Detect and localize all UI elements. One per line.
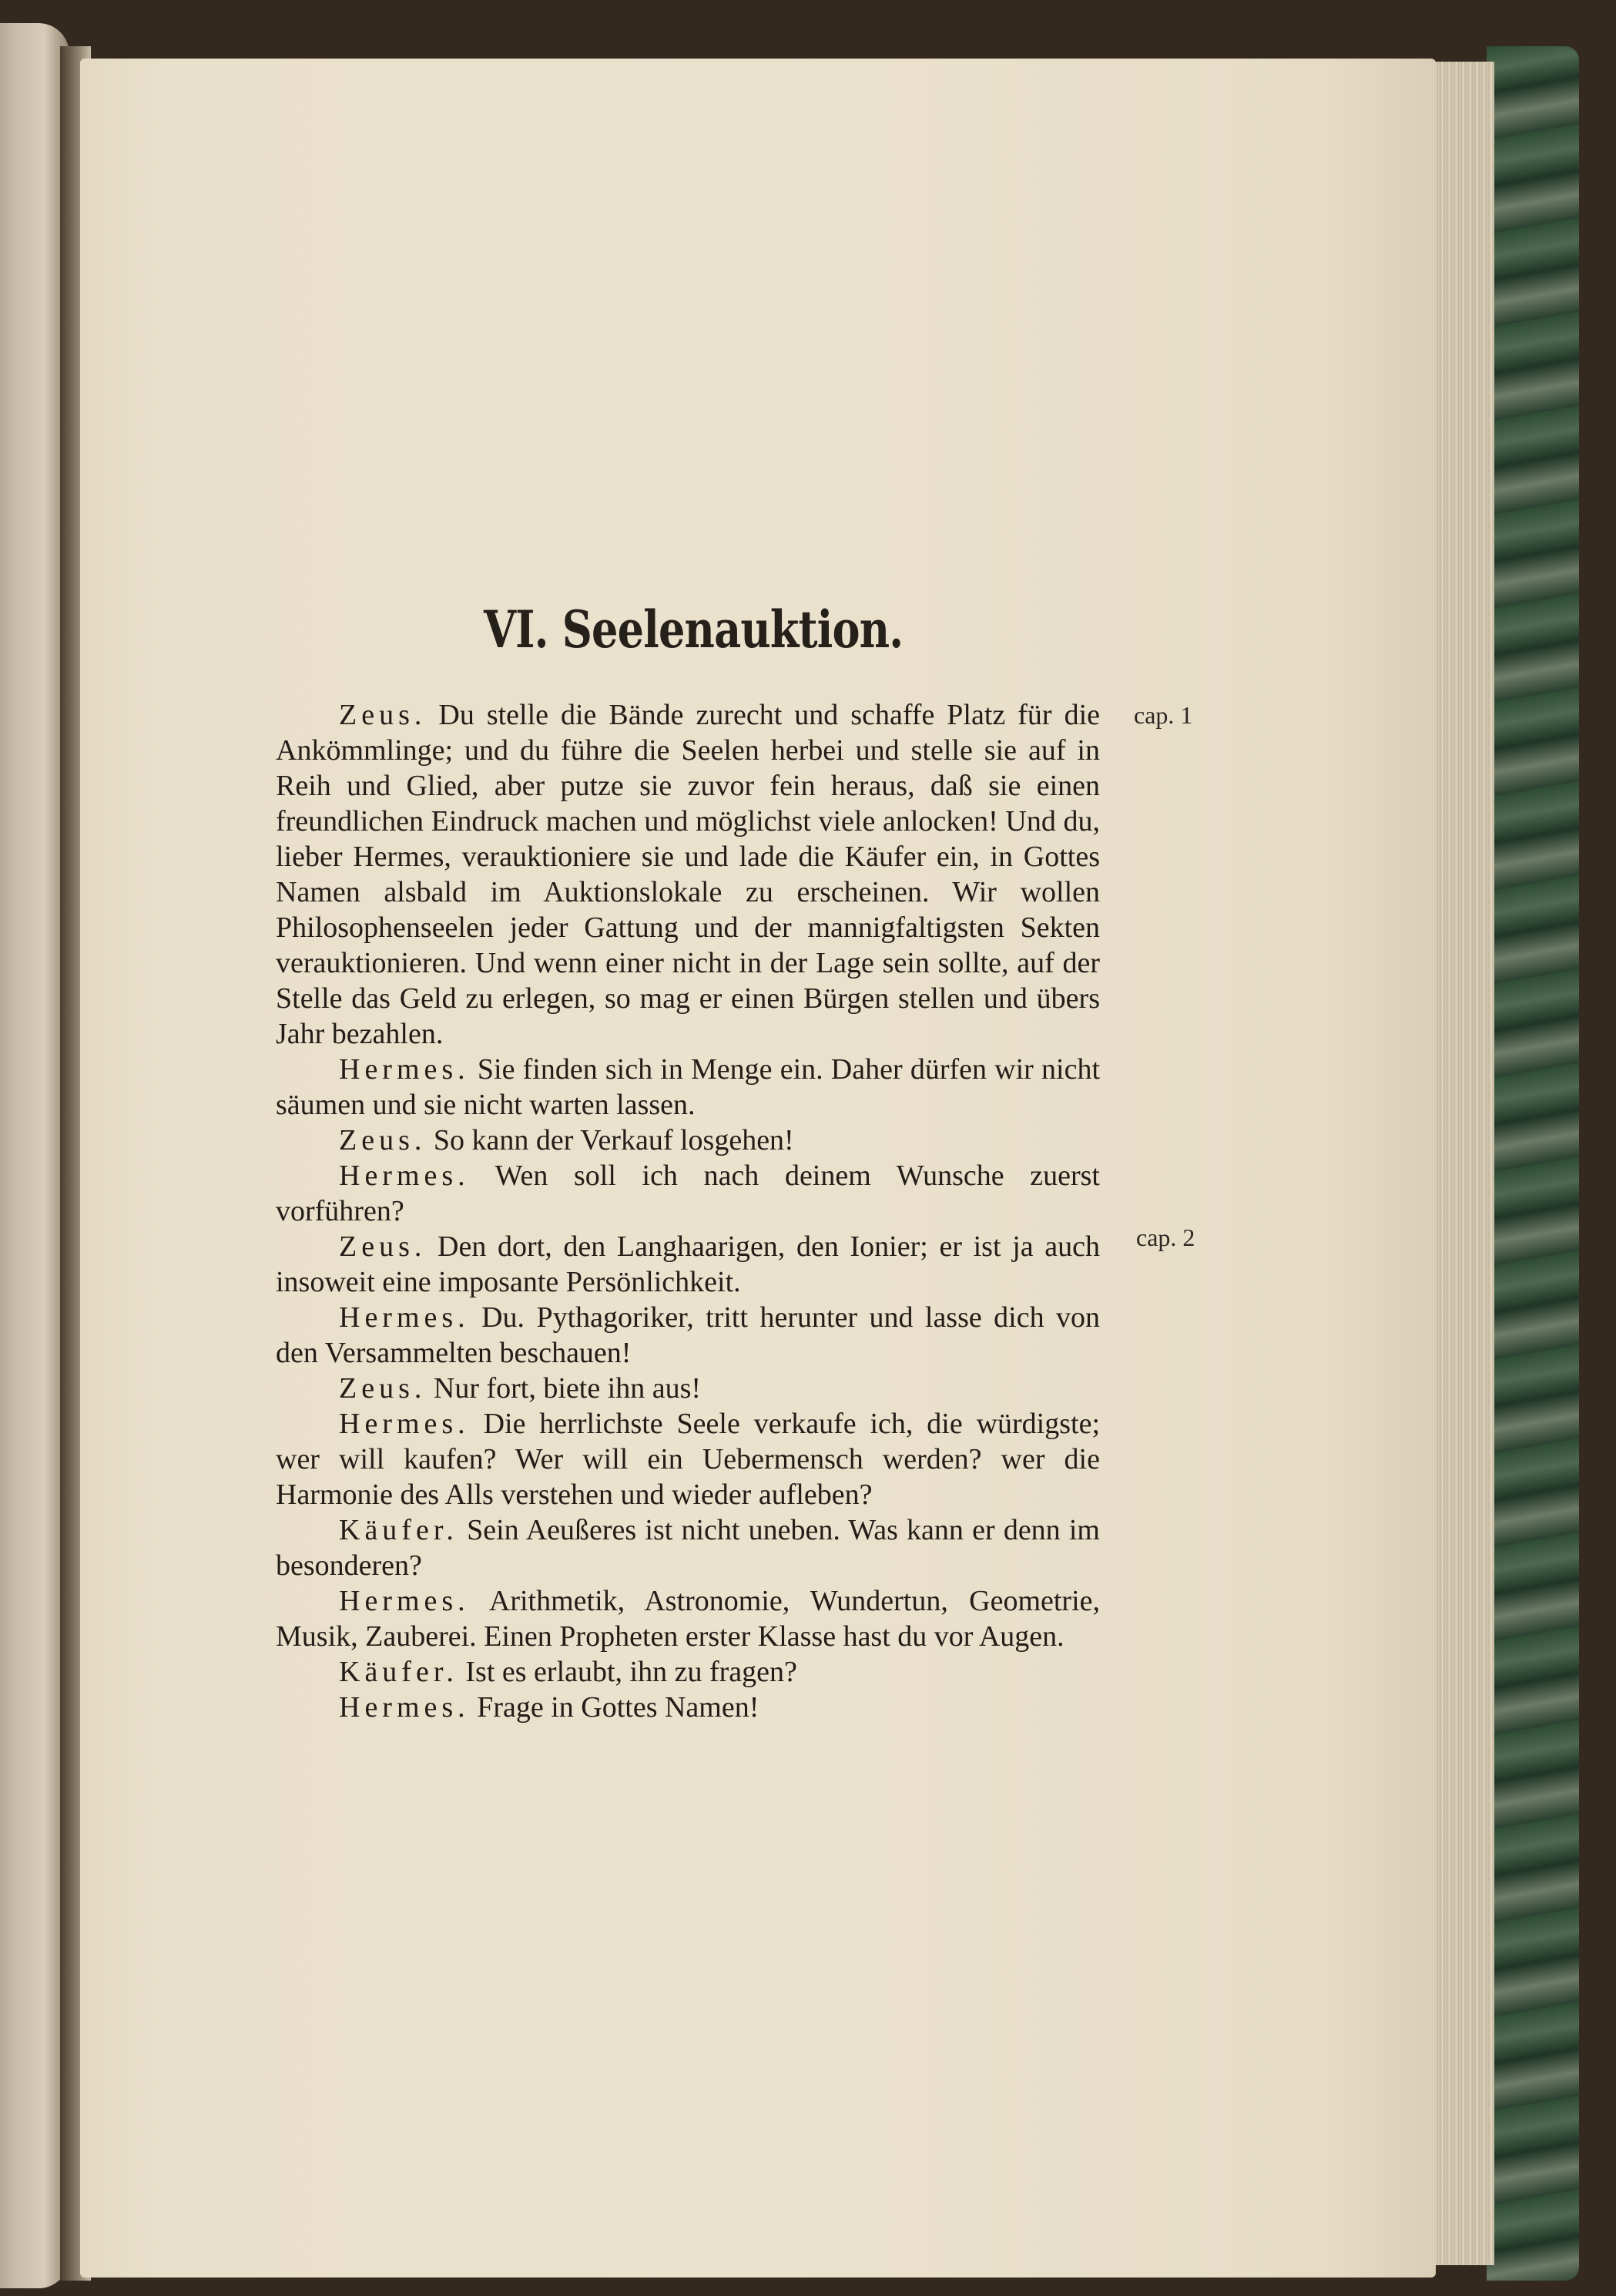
- speech: Sie finden sich in Menge ein. Daher dürfen wir nicht säumen und sie nicht warten lassen.: [276, 1053, 1100, 1121]
- speaker-name: Zeus.: [339, 699, 427, 731]
- dialogue-paragraph: [276, 1300, 1100, 1371]
- speaker-name: Hermes.: [339, 1408, 470, 1440]
- dialogue-paragraph: [276, 697, 1100, 1052]
- speaker-name: Käufer.: [339, 1656, 458, 1688]
- dialogue-paragraph: [276, 1371, 1100, 1406]
- left-page-edge: [0, 23, 69, 2288]
- speech: Den dort, den Langhaarigen, den Ionier; er ist ja auch insoweit eine imposante Persönlichkeit.: [276, 1230, 1101, 1298]
- dialogue-paragraph: [276, 1123, 1100, 1158]
- body-text: [276, 697, 1100, 1725]
- speech: Ist es erlaubt, ihn zu fragen?: [465, 1656, 797, 1688]
- speech: Arithmetik, Astronomie, Wundertun, Geometrie, Musik, Zauberei. Einen Propheten erster Klasse hast du vor Augen.: [276, 1585, 1101, 1653]
- dialogue-paragraph: [276, 1654, 1100, 1690]
- speaker-name: Hermes.: [339, 1691, 470, 1724]
- speech: Nur fort, biete ihn aus!: [433, 1372, 702, 1405]
- dialogue-paragraph: [276, 1158, 1100, 1229]
- speaker-name: Hermes.: [339, 1585, 470, 1617]
- speech: Frage in Gottes Namen!: [477, 1691, 759, 1724]
- speech: Sein Aeußeres ist nicht uneben. Was kann er denn im besonderen?: [276, 1514, 1100, 1582]
- dialogue-paragraph: [276, 1583, 1100, 1654]
- speech: Du stelle die Bände zurecht und schaffe Platz für die Ankömmlinge; und du führe die Seelen herbei und stelle sie auf in Reih und Glied, aber putze sie zuvor fein heraus, daß sie einen freundlichen Eindruck machen und möglichst viele anlocken! Und du, lieber Hermes, verauktioniere sie und lade die Käufer ein, in Gottes Namen alsbald im Auktionslokale zu erscheinen. Wir wollen Philosophenseelen jeder Gattung und der mannigfaltigsten Sekten verauktionieren. Und wenn einer nicht in der Lage sein sollte, auf der Stelle das Geld zu erlegen, so mag er einen Bürgen stellen und übers Jahr bezahlen.: [276, 699, 1101, 1050]
- speech: Die herrlichste Seele verkaufe ich, die würdigste; wer will kaufen? Wer will ein Uebermensch werden? wer die Harmonie des Alls verstehen und wieder aufleben?: [276, 1408, 1101, 1511]
- speaker-name: Hermes.: [339, 1160, 470, 1192]
- chapter-title: VI. Seelenauktion.: [484, 599, 904, 660]
- book-cover-edge: [1487, 46, 1579, 2281]
- dialogue-paragraph: [276, 1052, 1100, 1123]
- speaker-name: Zeus.: [339, 1372, 427, 1405]
- speaker-name: Hermes.: [339, 1301, 470, 1334]
- speech: Du. Pythagoriker, tritt herunter und lasse dich von den Versammelten beschauen!: [276, 1301, 1101, 1369]
- speaker-name: Hermes.: [339, 1053, 470, 1086]
- margin-note-cap-2: cap. 2: [1136, 1224, 1195, 1251]
- dialogue-paragraph: [276, 1512, 1100, 1583]
- speaker-name: Zeus.: [339, 1124, 427, 1156]
- dialogue-paragraph: [276, 1690, 1100, 1725]
- dialogue-paragraph: [276, 1229, 1100, 1300]
- speech: Wen soll ich nach deinem Wunsche zuerst vorführen?: [276, 1160, 1100, 1227]
- dialogue-paragraph: [276, 1406, 1100, 1512]
- margin-note-cap-1: cap. 1: [1134, 701, 1193, 729]
- speaker-name: Zeus.: [339, 1230, 427, 1263]
- speech: So kann der Verkauf losgehen!: [433, 1124, 794, 1156]
- speaker-name: Käufer.: [339, 1514, 458, 1546]
